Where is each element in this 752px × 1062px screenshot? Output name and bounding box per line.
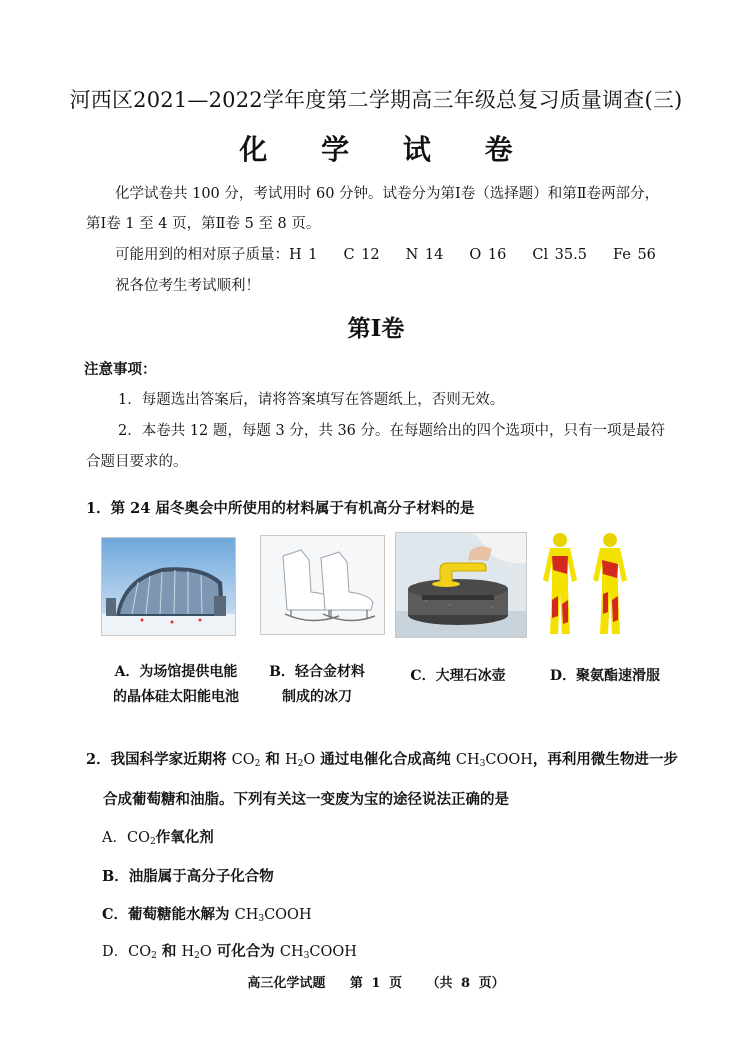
q2-h2o bbox=[285, 752, 315, 768]
good-luck-line: 祝各位考生考试顺利！ bbox=[115, 278, 260, 294]
q2a-co2-sub: 2 bbox=[149, 837, 156, 847]
q2d-h: H bbox=[181, 944, 195, 960]
q2-h2o-o: O bbox=[303, 752, 316, 768]
q2c-text: C．葡萄糖能水解为 bbox=[102, 906, 235, 923]
q1-option-b bbox=[262, 660, 372, 710]
q1-option-a-line2: 的晶体硅太阳能电池 bbox=[113, 689, 239, 705]
q2-acetic-tail: COOH bbox=[485, 752, 533, 768]
footer-subject: 高三化学试题 bbox=[247, 976, 326, 991]
q2-co2 bbox=[232, 752, 261, 768]
notice-heading: 注意事项： bbox=[84, 362, 157, 378]
q2d-h-sub: 2 bbox=[194, 951, 200, 961]
q2-option-b bbox=[102, 865, 274, 886]
question-2-stem bbox=[86, 748, 678, 769]
q2d-o: O bbox=[199, 944, 212, 960]
q2a-co2: CO bbox=[126, 830, 150, 846]
volume-one-title: 第Ⅰ卷 bbox=[347, 315, 405, 342]
q2d-sub: 3 bbox=[303, 951, 310, 961]
q2-acetic-ch: CH bbox=[455, 752, 480, 768]
q2d-text: 可化合为 bbox=[211, 943, 280, 960]
intro-line-1: 化学试卷共 100 分，考试用时 60 分钟。试卷分为第Ⅰ卷（选择题）和第Ⅱ卷两部分， bbox=[115, 186, 660, 202]
atomic-mass-c: C 12 bbox=[343, 247, 380, 263]
q2-stem-pre: 2．我国科学家近期将 bbox=[86, 751, 232, 768]
q1-option-a-line1: A．为场馆提供电能 bbox=[114, 664, 238, 680]
q1-option-d: D．聚氨酯速滑服 bbox=[549, 668, 661, 684]
ice-skates-image bbox=[260, 535, 385, 635]
q2-stem-mid: 通过电催化合成高纯 bbox=[315, 751, 456, 768]
q2-option-c bbox=[102, 903, 312, 924]
question-1-stem: 1．第 24 届冬奥会中所使用的材料属于有机高分子材料的是 bbox=[86, 500, 475, 517]
footer-page-number: 第 1 页 bbox=[349, 976, 402, 991]
atomic-masses-label: 可能用到的相对原子质量： bbox=[115, 247, 289, 263]
q2-acetic-sub: 3 bbox=[479, 759, 486, 769]
atomic-mass-o: O 16 bbox=[469, 247, 507, 263]
q2-h2o-sub: 2 bbox=[297, 759, 304, 769]
q2-co2-sub: 2 bbox=[254, 759, 261, 769]
q1-option-a bbox=[96, 660, 256, 710]
q2-option-a: A．$CO_2$作氧化剂 bbox=[102, 829, 214, 847]
intro-line-2: 第Ⅰ卷 1 至 4 页，第Ⅱ卷 5 至 8 页。 bbox=[86, 216, 321, 232]
atomic-mass-h: H 1 bbox=[289, 247, 318, 263]
q2-option-d: D．$CO_2$ 和 $H_2O$ 可化合为 $CH_3COOH$ bbox=[102, 943, 357, 961]
q2b-text: B．油脂属于高分子化合物 bbox=[102, 868, 274, 885]
q2-stem-post: ，再利用微生物进一步 bbox=[532, 751, 678, 768]
notice-item-2-cont: 合题目要求的。 bbox=[86, 454, 188, 470]
q1-option-c: C．大理石冰壶 bbox=[410, 668, 506, 684]
exam-header-title: 河西区2021—2022学年度第二学期高三年级总复习质量调查(三) bbox=[69, 88, 683, 112]
stadium-image bbox=[101, 537, 236, 636]
q2-h2o-h: H bbox=[284, 752, 298, 768]
q2c-tail: COOH bbox=[264, 907, 312, 923]
curling-stone-image bbox=[395, 532, 527, 638]
q2a-text: 作氧化剂 bbox=[155, 829, 214, 846]
q2c-sub: 3 bbox=[258, 914, 265, 924]
q2-acetic-acid bbox=[456, 752, 533, 768]
atomic-mass-fe: Fe 56 bbox=[612, 247, 656, 263]
q2c-ch: CH bbox=[234, 907, 259, 923]
atomic-mass-cl: Cl 35.5 bbox=[532, 247, 587, 263]
page-footer bbox=[0, 972, 752, 991]
q2d-tail: COOH bbox=[309, 944, 357, 960]
notice-item-2: 2．本卷共 12 题，每题 3 分，共 36 分。在每题给出的四个选项中，只有一项是最符 bbox=[118, 423, 666, 439]
notice-item-1: 1．每题选出答案后，请将答案填写在答题纸上，否则无效。 bbox=[118, 392, 505, 408]
q1-option-b-line1: B．轻合金材料 bbox=[269, 664, 365, 680]
q2d-ch: CH bbox=[279, 944, 304, 960]
q2d-co2-sub: 2 bbox=[151, 951, 157, 961]
question-2-stem-line2: 合成葡萄糖和油脂。下列有关这一变废为宝的途径说法正确的是 bbox=[103, 791, 509, 808]
footer-page-total: （共 8 页） bbox=[426, 976, 505, 991]
subject-title: 化 学 试 卷 bbox=[239, 133, 535, 166]
q2-co2-text: CO bbox=[231, 752, 255, 768]
q2d-and: 和 bbox=[156, 943, 182, 960]
q2d-co2: CO bbox=[128, 944, 152, 960]
atomic-mass-n: N 14 bbox=[405, 247, 444, 263]
q2-and: 和 bbox=[260, 751, 285, 768]
atomic-masses-line bbox=[115, 243, 682, 264]
speed-skating-suits-image bbox=[537, 530, 634, 642]
q1-option-b-line2: 制成的冰刀 bbox=[282, 689, 352, 705]
